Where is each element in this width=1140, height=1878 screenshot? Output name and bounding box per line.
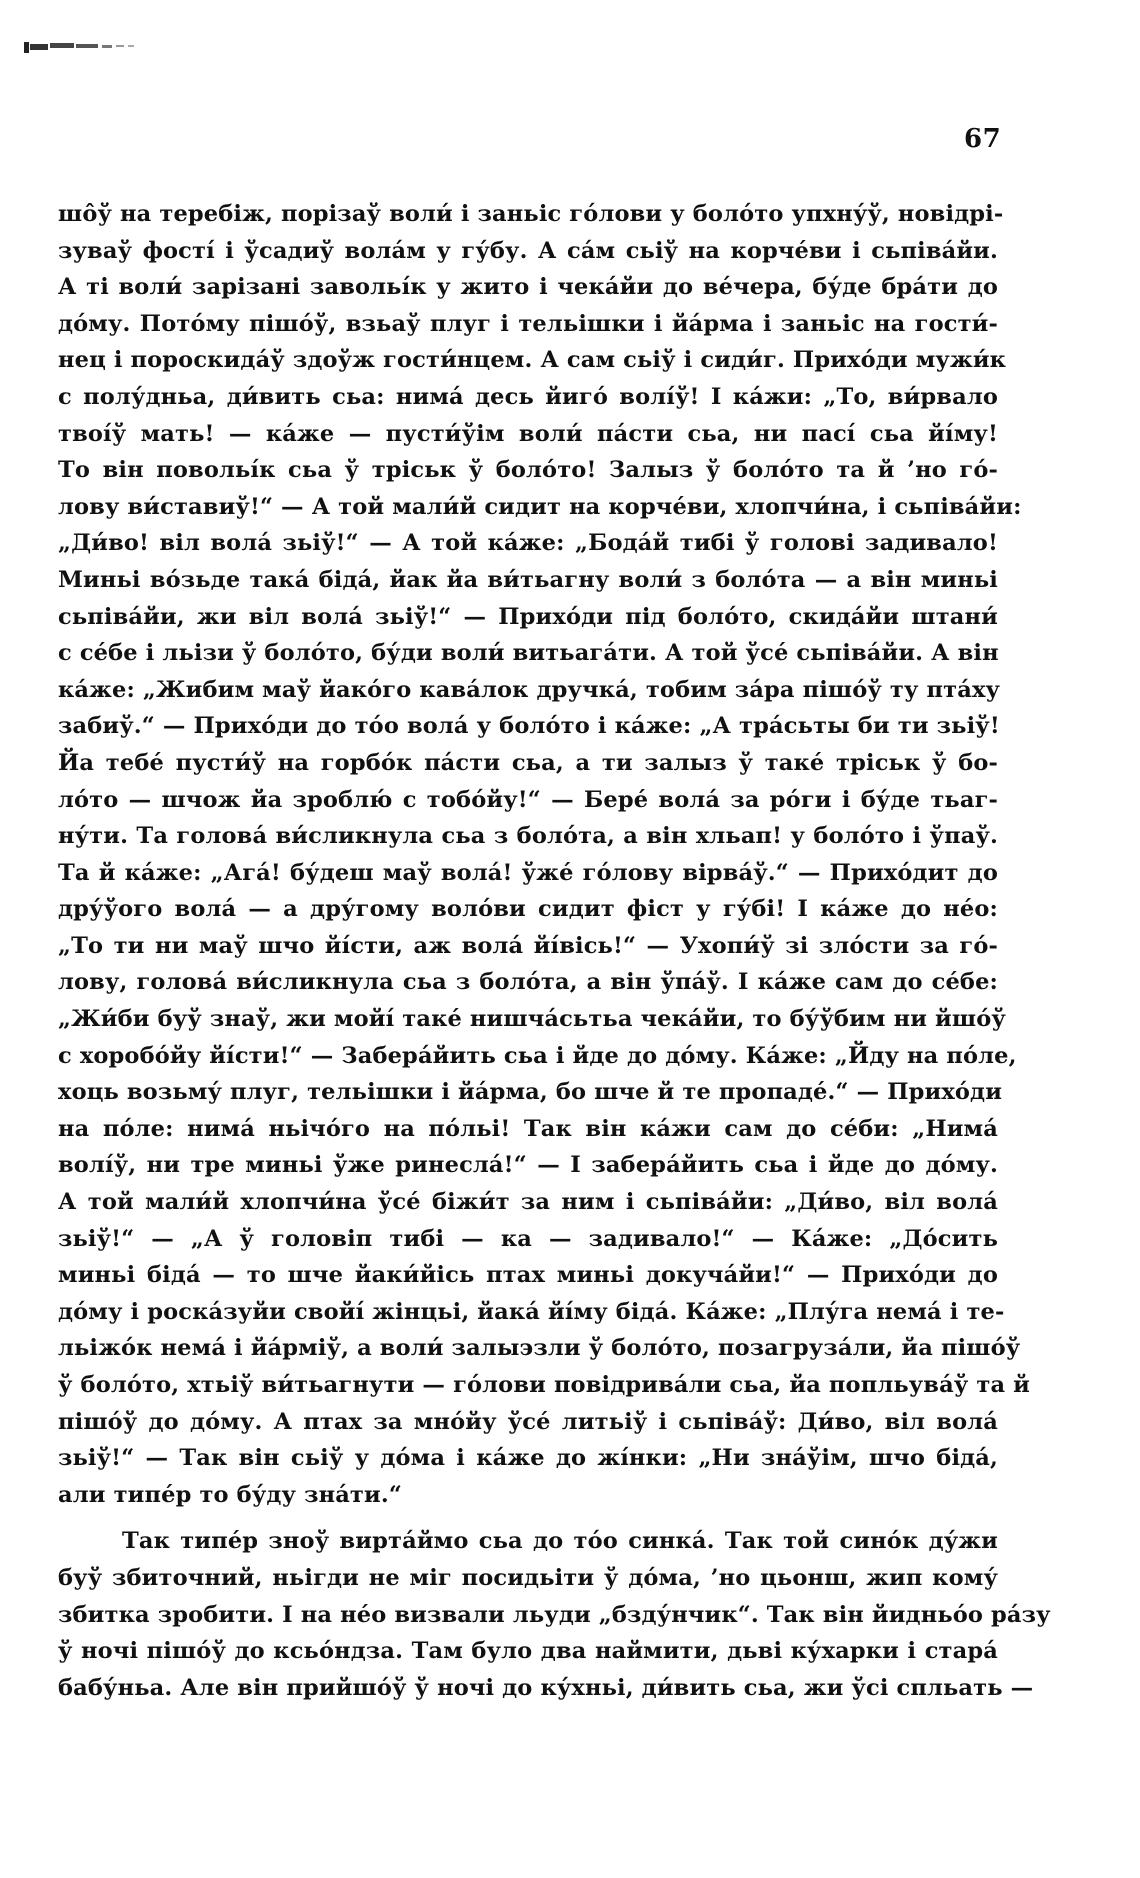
text-line: То він повольі́к сьа ў тріськ ў боло́то! Залыз ў боло́то та й ’но го́-: [58, 457, 998, 484]
paragraph-1: [58, 196, 1031, 1513]
text-line: буў збиточний, ньігди не міг посидьіти ў до́ма, ’но цьонш, жип кому́: [58, 1564, 998, 1591]
text-line: до́му. Пото́му пішо́ў, взьаў плуг і тельішки і йа́рма і заньіс на гости́-: [58, 310, 998, 337]
paragraph-gap: [58, 1513, 998, 1523]
text-line: Йа тебé пусти́ў на горбо́к па́сти сьа, а ти залыз ў такé тріськ ў бо-: [58, 749, 998, 776]
text-line: ў ночі пішо́ў до ксьо́ндза. Там було два наймити, дьві ку́харки і стара́: [58, 1638, 998, 1665]
text-line: сьпіва́йи, жи віл вола́ зьіў!“ — Прихо́ди під боло́то, скида́йи штани́: [58, 603, 998, 630]
text-line: Миньі во́зьде така́ біда́, йак йа ви́тьагну воли́ з боло́та — а він миньі: [58, 566, 998, 593]
text-line: с полу́дньа, ди́вить сьа: нима́ десь йиго́ волі́ў! І ка́жи: „То, ви́рвало: [58, 383, 998, 410]
text-line: лову, голова́ ви́сликнула сьа з боло́та, а він ўпа́ў. І ка́же сам до сéбе:: [58, 969, 998, 996]
text-line: забиў.“ — Прихо́ди до то́о вола́ у боло́то і ка́же: „А тра́сьты би ти зьіў!: [58, 713, 1000, 740]
text-line: нец і пороскида́ў здоўж гости́нцем. А сам сьіў і сиди́г. Прихо́ди мужи́к: [58, 347, 1007, 374]
text-line: „То ти ни маў шчо йі́сти, аж вола́ йі́вісь!“ — Ухопи́ў зі зло́сти за го́-: [58, 932, 998, 959]
text-line: А той мали́й хлопчи́на ўсé біжи́т за ним і сьпіва́йи: „Ди́во, віл вола́: [58, 1189, 998, 1216]
text-line: с хоробо́йу йі́сти!“ — Забера́йить сьа і йде до до́му. Ка́же: „Йду на по́ле,: [58, 1042, 1017, 1069]
text-line: ў боло́то, хтьіў ви́тьагнути — го́лови повідрива́ли сьа, йа попльува́ў та й: [58, 1372, 1031, 1398]
text-line: зуваў фості́ і ўсадиў вола́м у гу́бу. А са́м сьіў на корчéви і сьпіва́йи.: [58, 237, 998, 264]
text-line: твоі́ў мать! — ка́же — пусти́ўім воли́ па́сти сьа, ни пасі́ сьа йі́му!: [58, 420, 998, 447]
text-line: Так типéр зноў вирта́ймо сьа до то́о синка́. Так той сино́к ду́жи: [122, 1528, 998, 1555]
text-line: миньі біда́ — то шче йаки́йісь птах миньі докуча́йи!“ — Прихо́ди до: [58, 1262, 998, 1289]
text-line: ну́ти. Та голова́ ви́сликнула сьа з боло́та, а він хльап! у боло́то і ўпаў.: [58, 823, 998, 850]
text-line: ка́же: „Жибим маў йако́го кава́лок дручка́, тобим за́ра пішо́ў ту пта́ху: [58, 676, 1001, 703]
body-text: [58, 196, 1051, 1706]
text-line: А ті воли́ зарізані завольі́к у жито і чека́йи до ве́чера, бу́де бра́ти до: [58, 274, 998, 301]
text-line: на по́ле: нима́ ньічо́го на по́льі! Так він ка́жи сам до сéби: „Нима́: [58, 1115, 998, 1142]
text-line: збитка зробити. І на нéо визвали льуди „бзду́нчик“. Так він йидньо́о ра́зу: [58, 1601, 1051, 1628]
text-line: лову ви́ставиў!“ — А той мали́й сидит на корчéви, хлопчи́на, і сьпіва́йи:: [58, 493, 1022, 520]
text-line: льіжо́к нема́ і йа́рміў, а воли́ залыэзли ў боло́то, позагруза́ли, йа пішо́ў: [58, 1335, 1021, 1362]
text-line: волі́ў, ни тре миньі ўже ринесла́!“ — І забера́йить сьа і йде до до́му.: [58, 1152, 998, 1179]
text-line: али типéр то бу́ду зна́ти.“: [58, 1481, 402, 1508]
text-line: ло́то — шчож йа зроблю́ с тобо́йу!“ — Берé вола́ за ро́ги і бу́де тьаг-: [58, 786, 998, 813]
text-line: зьіў!“ — „А ў головіп тибі — ка — задивало!“ — Ка́же: „До́сить: [58, 1225, 998, 1252]
page-number: 67: [964, 124, 1002, 154]
text-line: „Ди́во! віл вола́ зьіў!“ — А той ка́же: „Бода́й тибі ў голові задивало!: [58, 530, 998, 557]
paragraph-2: [58, 1523, 1051, 1706]
text-line: „Жи́би буў знаў, жи мойі́ такé нишча́сьтьа чека́йи, то бу́ўбим ни йшо́ў: [58, 1006, 1006, 1033]
text-line: с сéбе і льізи ў боло́то, бу́ди воли́ витьага́ти. А той ўсé сьпіва́йи. А він: [58, 640, 999, 667]
text-line: шôў на теребіж, порізаў воли́ і заньіс го́лови у боло́то упхну́ў, новідрі-: [58, 201, 1004, 227]
text-line: пішо́ў до до́му. А птах за мно́йу ўсé литьіў і сьпіва́ў: Ди́во, віл вола́: [58, 1408, 998, 1435]
text-line: дру́ўого вола́ — а дру́гому воло́ви сидит фіст у гу́бі! І ка́же до нéо:: [58, 896, 998, 923]
text-line: Та й ка́же: „Ага́! бу́деш маў вола́! ўжé го́лову вірва́ў.“ — Прихо́дит до: [58, 859, 998, 886]
text-line: хоць возьму́ плуг, тельішки і йа́рма, бо шче й те пропадé.“ — Прихо́ди: [58, 1079, 1003, 1106]
text-line: до́му і роска́зуйи свойі́ жінцьі, йака́ йі́му біда́. Ка́же: „Плу́га нема́ і те-: [58, 1298, 1005, 1325]
ink-smudge-mark: [24, 40, 142, 54]
text-line: зьіў!“ — Так він сьіў у до́ма і ка́же до жі́нки: „Ни зна́ўім, шчо біда́,: [58, 1445, 998, 1472]
text-line: бабу́ньа. Але він прийшо́ў ў ночі до ку́хньі, ди́вить сьа, жи ўсі спльать —: [58, 1674, 1034, 1701]
